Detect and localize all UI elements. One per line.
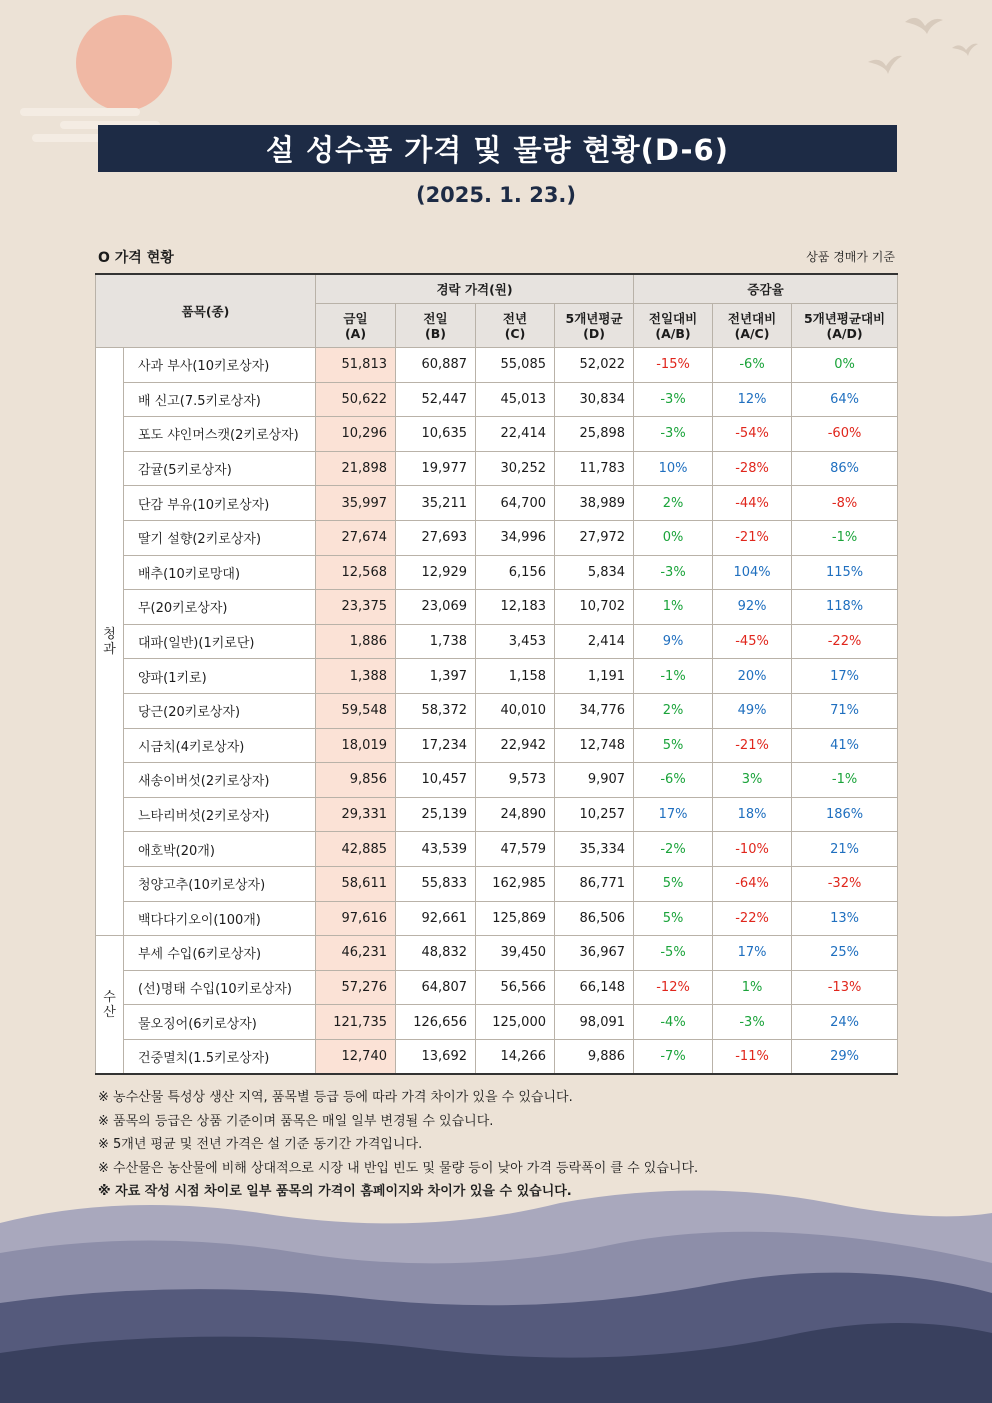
change-vs-avg5: 64% [792, 382, 898, 417]
change-vs-prev-day: -15% [634, 348, 713, 383]
change-vs-avg5: 0% [792, 348, 898, 383]
price-avg5: 12,748 [555, 728, 634, 763]
change-vs-avg5: -32% [792, 866, 898, 901]
item-name: 물오징어(6키로상자) [124, 1005, 316, 1040]
header-avg5: 5개년평균 (D) [555, 304, 634, 348]
price-today: 18,019 [316, 728, 396, 763]
table-row [96, 520, 898, 555]
table-row [96, 1005, 898, 1040]
header-vs-prev-year: 전년대비 (A/C) [713, 304, 792, 348]
header-auction-price: 경락 가격(원) [316, 274, 634, 304]
change-vs-avg5: -13% [792, 970, 898, 1005]
item-name: 시금치(4키로상자) [124, 728, 316, 763]
price-basis-note: 상품 경매가 기준 [806, 250, 895, 264]
change-vs-prev-year: -64% [713, 866, 792, 901]
price-avg5: 38,989 [555, 486, 634, 521]
price-prev-year: 64,700 [476, 486, 555, 521]
table-row [96, 970, 898, 1005]
price-prev-year: 45,013 [476, 382, 555, 417]
change-vs-prev-day: 1% [634, 590, 713, 625]
price-prev-day: 55,833 [396, 866, 476, 901]
price-avg5: 10,257 [555, 797, 634, 832]
item-name: 양파(1키로) [124, 659, 316, 694]
category-produce [96, 348, 124, 936]
footnotes [98, 1086, 698, 1204]
change-vs-prev-day: 5% [634, 866, 713, 901]
item-name: 단감 부유(10키로상자) [124, 486, 316, 521]
change-vs-prev-year: -45% [713, 624, 792, 659]
price-today: 1,388 [316, 659, 396, 694]
change-vs-avg5: 41% [792, 728, 898, 763]
change-vs-prev-year: 3% [713, 763, 792, 798]
birds-decoration [868, 18, 978, 74]
item-name: 건중멸치(1.5키로상자) [124, 1039, 316, 1074]
price-prev-day: 10,457 [396, 763, 476, 798]
table-row [96, 832, 898, 867]
header-change-rate: 증감율 [634, 274, 898, 304]
price-prev-day: 43,539 [396, 832, 476, 867]
price-avg5: 98,091 [555, 1005, 634, 1040]
price-avg5: 36,967 [555, 936, 634, 971]
price-today: 10,296 [316, 417, 396, 452]
change-vs-prev-year: -3% [713, 1005, 792, 1040]
change-vs-prev-day: 2% [634, 486, 713, 521]
category-seafood [96, 936, 124, 1075]
footnote-bold: ※ 자료 작성 시점 차이로 일부 품목의 가격이 홈페이지와 차이가 있을 수 있습니다. [98, 1184, 572, 1199]
footnote: ※ 5개년 평균 및 전년 가격은 설 기준 동기간 가격입니다. [98, 1137, 423, 1152]
table-row [96, 555, 898, 590]
price-prev-day: 19,977 [396, 451, 476, 486]
price-today: 9,856 [316, 763, 396, 798]
item-name: 사과 부사(10키로상자) [124, 348, 316, 383]
table-row [96, 866, 898, 901]
price-prev-year: 24,890 [476, 797, 555, 832]
item-name: 당근(20키로상자) [124, 693, 316, 728]
price-today: 42,885 [316, 832, 396, 867]
header-item: 품목(종) [96, 274, 316, 348]
change-vs-prev-day: 5% [634, 901, 713, 936]
change-vs-avg5: 71% [792, 693, 898, 728]
price-prev-year: 125,000 [476, 1005, 555, 1040]
item-name: 청양고추(10키로상자) [124, 866, 316, 901]
change-vs-prev-year: 12% [713, 382, 792, 417]
change-vs-prev-day: -3% [634, 382, 713, 417]
price-prev-day: 23,069 [396, 590, 476, 625]
price-prev-year: 39,450 [476, 936, 555, 971]
price-avg5: 86,771 [555, 866, 634, 901]
price-avg5: 25,898 [555, 417, 634, 452]
change-vs-avg5: 25% [792, 936, 898, 971]
price-avg5: 11,783 [555, 451, 634, 486]
table-row [96, 348, 898, 383]
price-avg5: 5,834 [555, 555, 634, 590]
change-vs-prev-year: -44% [713, 486, 792, 521]
item-name: 새송이버섯(2키로상자) [124, 763, 316, 798]
price-prev-year: 47,579 [476, 832, 555, 867]
price-prev-day: 52,447 [396, 382, 476, 417]
change-vs-prev-day: 9% [634, 624, 713, 659]
change-vs-prev-year: 49% [713, 693, 792, 728]
price-prev-day: 1,397 [396, 659, 476, 694]
change-vs-prev-year: -22% [713, 901, 792, 936]
price-avg5: 34,776 [555, 693, 634, 728]
price-today: 23,375 [316, 590, 396, 625]
item-name: 대파(일반)(1키로단) [124, 624, 316, 659]
change-vs-prev-day: -2% [634, 832, 713, 867]
price-prev-year: 30,252 [476, 451, 555, 486]
change-vs-prev-year: -28% [713, 451, 792, 486]
item-name: 무(20키로상자) [124, 590, 316, 625]
price-today: 12,740 [316, 1039, 396, 1074]
price-avg5: 66,148 [555, 970, 634, 1005]
table-header [96, 274, 898, 348]
table-row [96, 693, 898, 728]
mountains-decoration [0, 1183, 992, 1403]
change-vs-avg5: 24% [792, 1005, 898, 1040]
change-vs-avg5: 115% [792, 555, 898, 590]
change-vs-avg5: 86% [792, 451, 898, 486]
table-row [96, 936, 898, 971]
price-today: 12,568 [316, 555, 396, 590]
price-avg5: 35,334 [555, 832, 634, 867]
price-today: 51,813 [316, 348, 396, 383]
change-vs-prev-year: 1% [713, 970, 792, 1005]
change-vs-prev-day: -5% [634, 936, 713, 971]
price-today: 1,886 [316, 624, 396, 659]
change-vs-avg5: 21% [792, 832, 898, 867]
table-row [96, 659, 898, 694]
table-row [96, 486, 898, 521]
change-vs-avg5: 13% [792, 901, 898, 936]
change-vs-prev-year: -21% [713, 520, 792, 555]
price-prev-year: 9,573 [476, 763, 555, 798]
price-prev-year: 3,453 [476, 624, 555, 659]
item-name: 부세 수입(6키로상자) [124, 936, 316, 971]
price-prev-year: 56,566 [476, 970, 555, 1005]
price-avg5: 9,886 [555, 1039, 634, 1074]
price-avg5: 1,191 [555, 659, 634, 694]
price-prev-day: 1,738 [396, 624, 476, 659]
price-prev-year: 14,266 [476, 1039, 555, 1074]
price-today: 121,735 [316, 1005, 396, 1040]
change-vs-avg5: -1% [792, 520, 898, 555]
change-vs-prev-day: 2% [634, 693, 713, 728]
change-vs-avg5: 186% [792, 797, 898, 832]
report-date: (2025. 1. 23.) [415, 183, 577, 207]
change-vs-prev-day: -3% [634, 417, 713, 452]
category-char: 수 [103, 989, 116, 1005]
table-body [96, 348, 898, 1075]
price-avg5: 2,414 [555, 624, 634, 659]
price-prev-year: 34,996 [476, 520, 555, 555]
footnote: ※ 농수산물 특성상 생산 지역, 품목별 등급 등에 따라 가격 차이가 있을 수 있습니다. [98, 1090, 573, 1105]
item-name: 감귤(5키로상자) [124, 451, 316, 486]
price-prev-day: 27,693 [396, 520, 476, 555]
header-prev-year: 전년 (C) [476, 304, 555, 348]
change-vs-prev-day: -3% [634, 555, 713, 590]
change-vs-prev-year: -21% [713, 728, 792, 763]
price-prev-day: 13,692 [396, 1039, 476, 1074]
header-vs-prev-day: 전일대비 (A/B) [634, 304, 713, 348]
change-vs-avg5: 118% [792, 590, 898, 625]
change-vs-prev-day: 0% [634, 520, 713, 555]
change-vs-prev-day: 10% [634, 451, 713, 486]
price-prev-day: 35,211 [396, 486, 476, 521]
change-vs-prev-day: -12% [634, 970, 713, 1005]
item-name: 배 신고(7.5키로상자) [124, 382, 316, 417]
price-today: 29,331 [316, 797, 396, 832]
table-row [96, 728, 898, 763]
change-vs-prev-year: -10% [713, 832, 792, 867]
change-vs-avg5: -22% [792, 624, 898, 659]
header-today: 금일 (A) [316, 304, 396, 348]
change-vs-avg5: -1% [792, 763, 898, 798]
price-today: 46,231 [316, 936, 396, 971]
item-name: 배추(10키로망대) [124, 555, 316, 590]
change-vs-prev-year: 92% [713, 590, 792, 625]
price-prev-year: 22,942 [476, 728, 555, 763]
change-vs-prev-day: -1% [634, 659, 713, 694]
price-prev-year: 125,869 [476, 901, 555, 936]
category-char: 산 [103, 1004, 116, 1020]
table-row [96, 382, 898, 417]
table-row [96, 797, 898, 832]
table-row [96, 901, 898, 936]
table-row [96, 624, 898, 659]
price-avg5: 52,022 [555, 348, 634, 383]
section-title: O 가격 현황 [98, 250, 174, 266]
change-vs-avg5: 17% [792, 659, 898, 694]
page-title: 설 성수품 가격 및 물량 현황(D-6) [98, 125, 897, 172]
header-prev-day: 전일 (B) [396, 304, 476, 348]
price-prev-day: 17,234 [396, 728, 476, 763]
change-vs-prev-day: -4% [634, 1005, 713, 1040]
change-vs-prev-year: -6% [713, 348, 792, 383]
price-prev-day: 10,635 [396, 417, 476, 452]
cloud-decoration [20, 108, 140, 116]
item-name: 포도 샤인머스캣(2키로상자) [124, 417, 316, 452]
price-prev-day: 48,832 [396, 936, 476, 971]
price-prev-day: 92,661 [396, 901, 476, 936]
category-char: 과 [103, 641, 116, 657]
price-prev-day: 60,887 [396, 348, 476, 383]
table-row [96, 763, 898, 798]
price-avg5: 10,702 [555, 590, 634, 625]
item-name: 백다다기오이(100개) [124, 901, 316, 936]
price-prev-year: 6,156 [476, 555, 555, 590]
price-prev-day: 64,807 [396, 970, 476, 1005]
price-prev-day: 12,929 [396, 555, 476, 590]
change-vs-avg5: 29% [792, 1039, 898, 1074]
price-prev-year: 40,010 [476, 693, 555, 728]
price-today: 21,898 [316, 451, 396, 486]
price-avg5: 86,506 [555, 901, 634, 936]
change-vs-avg5: -60% [792, 417, 898, 452]
footnote: ※ 품목의 등급은 상품 기준이며 품목은 매일 일부 변경될 수 있습니다. [98, 1113, 494, 1129]
table-row [96, 590, 898, 625]
change-vs-avg5: -8% [792, 486, 898, 521]
price-avg5: 27,972 [555, 520, 634, 555]
table-row [96, 1039, 898, 1074]
price-table [95, 273, 898, 1075]
change-vs-prev-year: -54% [713, 417, 792, 452]
price-today: 27,674 [316, 520, 396, 555]
change-vs-prev-day: -7% [634, 1039, 713, 1074]
price-avg5: 30,834 [555, 382, 634, 417]
footnote: ※ 수산물은 농산물에 비해 상대적으로 시장 내 반입 빈도 및 물량 등이 낮아 가격 등락폭이 클 수 있습니다. [98, 1160, 699, 1176]
price-prev-day: 25,139 [396, 797, 476, 832]
price-today: 35,997 [316, 486, 396, 521]
change-vs-prev-day: 5% [634, 728, 713, 763]
price-today: 57,276 [316, 970, 396, 1005]
change-vs-prev-year: 20% [713, 659, 792, 694]
item-name: 애호박(20개) [124, 832, 316, 867]
cloud-decoration [32, 134, 102, 142]
category-char: 청 [103, 626, 116, 642]
price-prev-year: 55,085 [476, 348, 555, 383]
change-vs-prev-year: -11% [713, 1039, 792, 1074]
price-prev-year: 12,183 [476, 590, 555, 625]
item-name: 딸기 설향(2키로상자) [124, 520, 316, 555]
header-vs-avg5: 5개년평균대비 (A/D) [792, 304, 898, 348]
table-row [96, 451, 898, 486]
price-avg5: 9,907 [555, 763, 634, 798]
item-name: 느타리버섯(2키로상자) [124, 797, 316, 832]
price-prev-year: 22,414 [476, 417, 555, 452]
change-vs-prev-year: 17% [713, 936, 792, 971]
price-prev-year: 1,158 [476, 659, 555, 694]
change-vs-prev-year: 104% [713, 555, 792, 590]
change-vs-prev-day: -6% [634, 763, 713, 798]
item-name: (선)명태 수입(10키로상자) [124, 970, 316, 1005]
table-row [96, 417, 898, 452]
change-vs-prev-day: 17% [634, 797, 713, 832]
price-today: 59,548 [316, 693, 396, 728]
price-prev-day: 126,656 [396, 1005, 476, 1040]
price-today: 58,611 [316, 866, 396, 901]
sun-decoration [76, 15, 172, 111]
price-today: 97,616 [316, 901, 396, 936]
price-today: 50,622 [316, 382, 396, 417]
price-prev-day: 58,372 [396, 693, 476, 728]
change-vs-prev-year: 18% [713, 797, 792, 832]
price-prev-year: 162,985 [476, 866, 555, 901]
